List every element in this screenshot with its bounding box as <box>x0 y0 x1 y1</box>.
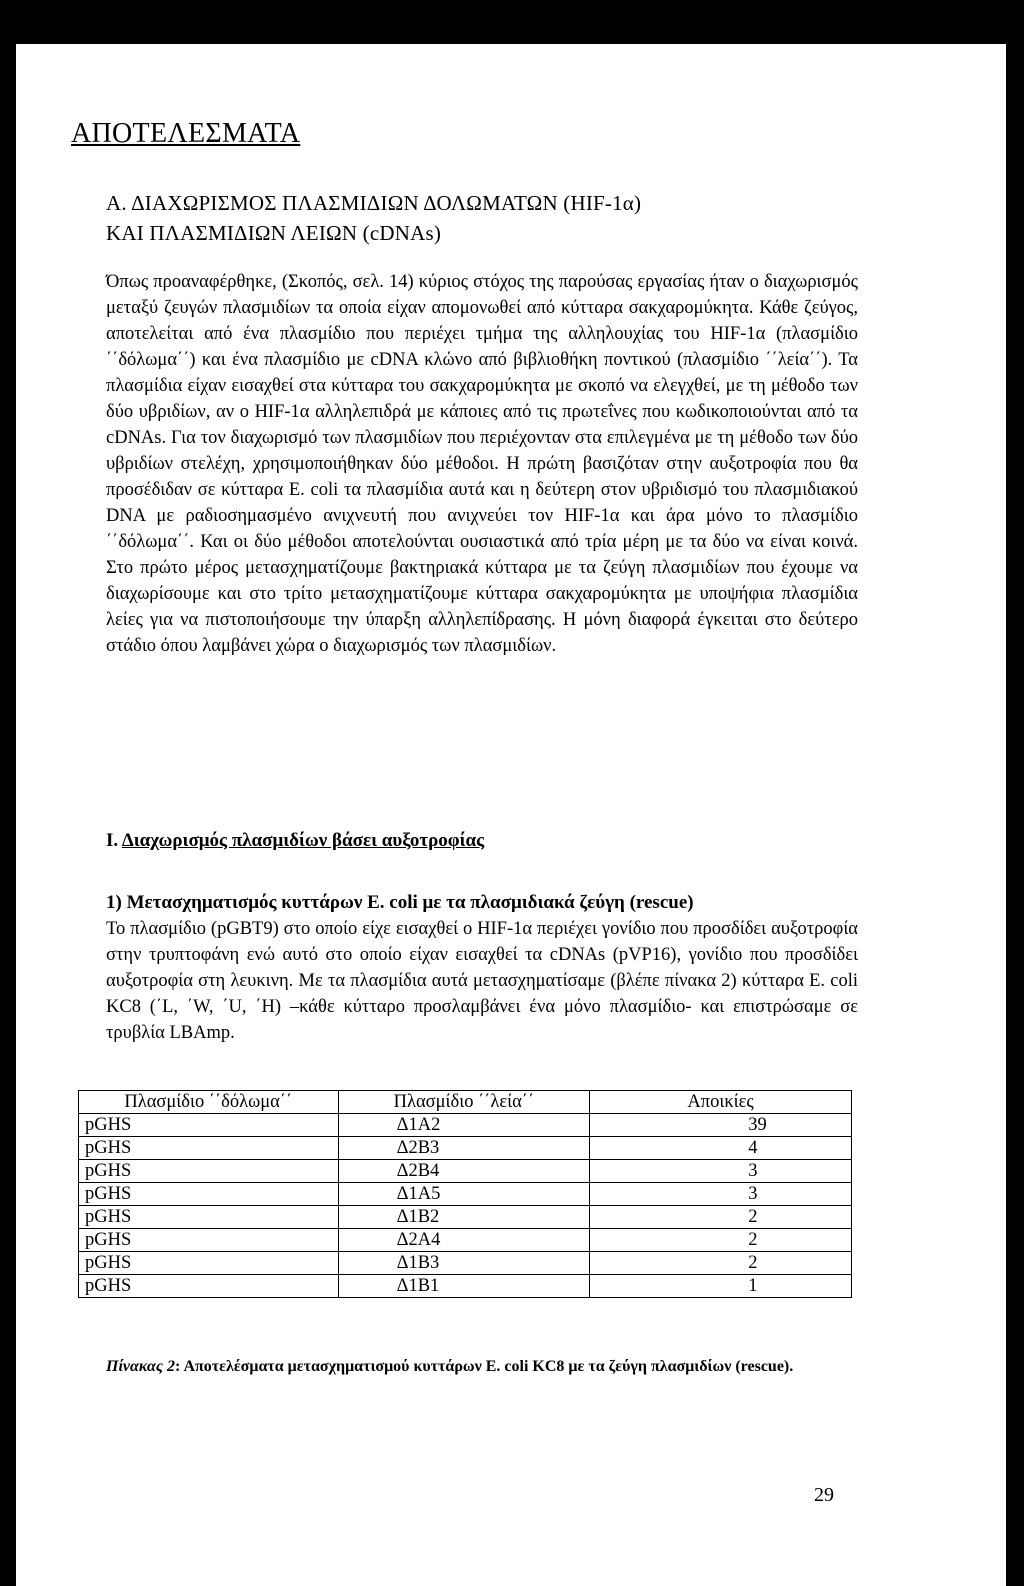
table-row <box>79 1206 852 1229</box>
colonies-cell: 3 <box>590 1183 852 1206</box>
document-page <box>16 44 1006 1586</box>
colonies-cell: 2 <box>590 1206 852 1229</box>
bait-cell: pGHS <box>79 1114 339 1137</box>
bait-cell: pGHS <box>79 1229 339 1252</box>
results-table <box>78 1090 852 1298</box>
prey-cell: Δ1Β1 <box>338 1275 590 1298</box>
colonies-cell: 1 <box>590 1275 852 1298</box>
prey-cell: Δ1Α5 <box>338 1183 590 1206</box>
prey-cell: Δ2Β3 <box>338 1137 590 1160</box>
table-row <box>79 1137 852 1160</box>
table-row <box>79 1183 852 1206</box>
section-title <box>106 188 866 248</box>
table-row <box>79 1229 852 1252</box>
table-row <box>79 1275 852 1298</box>
colonies-cell: 2 <box>590 1252 852 1275</box>
column-header-prey: Πλασμίδιο ΄΄λεία΄΄ <box>338 1091 590 1114</box>
table-row <box>79 1160 852 1183</box>
subheading-auxotrophy-text: Διαχωρισμός πλασμιδίων βάσει αυξοτροφίας <box>121 830 485 851</box>
section-title-line-2: ΚΑΙ ΠΛΑΣΜΙΔΙΩΝ ΛΕΙΩΝ (cDNAs) <box>106 221 442 245</box>
prey-cell: Δ2Α4 <box>338 1229 590 1252</box>
bait-cell: pGHS <box>79 1206 339 1229</box>
rescue-paragraph <box>106 890 858 1046</box>
table-caption <box>106 1356 866 1378</box>
table-caption-text: : Αποτελέσματα μετασχηματισμού κυττάρων E. coli KC8 με τα ζεύγη πλασμιδίων (rescue). <box>175 1358 794 1375</box>
prey-cell: Δ1Β2 <box>338 1206 590 1229</box>
colonies-cell: 4 <box>590 1137 852 1160</box>
subheading-auxotrophy <box>106 830 484 852</box>
table-header-row <box>79 1091 852 1114</box>
page-number: 29 <box>814 1484 834 1506</box>
bait-cell: pGHS <box>79 1183 339 1206</box>
bait-cell: pGHS <box>79 1137 339 1160</box>
prey-cell: Δ2Β4 <box>338 1160 590 1183</box>
prey-cell: Δ1Β3 <box>338 1252 590 1275</box>
subheading-auxotrophy-number: Ι. <box>106 830 122 851</box>
subheading-rescue: 1) Μετασχηματισμός κυττάρων E. coli με τα πλασμιδιακά ζεύγη (rescue) <box>106 892 694 913</box>
bait-cell: pGHS <box>79 1160 339 1183</box>
column-header-colonies: Αποικίες <box>590 1091 852 1114</box>
table-caption-label: Πίνακας 2 <box>106 1358 175 1375</box>
table-row <box>79 1114 852 1137</box>
colonies-cell: 2 <box>590 1229 852 1252</box>
table-row <box>79 1252 852 1275</box>
colonies-cell: 39 <box>590 1114 852 1137</box>
intro-paragraph: Όπως προαναφέρθηκε, (Σκοπός, σελ. 14) κύριος στόχος της παρούσας εργασίας ήταν ο διαχωρισμός μεταξύ ζευγών πλασμιδίων τα οποία είχαν απομονωθεί από κύτταρα σακχαρομύκητα. Κάθε ζεύγος, αποτελείται από ένα πλασμίδιο που περιέχει τμήμα της αλληλουχίας του HIF-1α (πλασμίδιο ΄΄δόλωμα΄΄) και ένα πλασμίδιο με cDNA κλώνο από βιβλιοθήκη ποντικού (πλασμίδιο ΄΄λεία΄΄). Τα πλασμίδια είχαν εισαχθεί στα κύτταρα του σακχαρομύκητα με σκοπό να ελεγχθεί, με τη μέθοδο των δύο υβριδίων, αν ο HIF-1α αλληλεπιδρά με κάποιες από τις πρωτεΐνες που κωδικοποιούνται από τα cDNAs. Για τον διαχωρισμό των πλασμιδίων που περιέχονταν στα επιλεγμένα με τη μέθοδο των δύο υβριδίων στελέχη, χρησιμοποιήθηκαν δύο μέθοδοι. Η πρώτη βασιζόταν στην αυξοτροφία που θα προσέδιδαν σε κύτταρα E. coli τα πλασμίδια αυτά και η δεύτερη στον υβριδισμό του πλασμιδιακού DNA με ραδιοσημασμένο ανιχνευτή που ανιχνεύει τον HIF-1α και άρα μόνο το πλασμίδιο ΄΄δόλωμα΄΄. Και οι δύο μέθοδοι αποτελούνται ουσιαστικά από τρία μέρη με τα δύο να είναι κοινά. Στο πρώτο μέρος μετασχηματίζουμε βακτηριακά κύτταρα με τα ζεύγη πλασμιδίων που έχουμε να διαχωρίσουμε και στο τρίτο μετασχηματίζουμε κύτταρα σακχαρομύκητα με υποψήφια πλασμίδια λείες για να πιστοποιήσουμε την ύπαρξη αλληλεπίδρασης. Η μόνη διαφορά έγκειται στο δεύτερο στάδιο όπου λαμβάνει χώρα ο διαχωρισμός των πλασμιδίων. <box>106 272 858 656</box>
prey-cell: Δ1Α2 <box>338 1114 590 1137</box>
column-header-bait: Πλασμίδιο ΄΄δόλωμα΄΄ <box>79 1091 339 1114</box>
bait-cell: pGHS <box>79 1275 339 1298</box>
page-title: ΑΠΟΤΕΛΕΣΜΑΤΑ <box>71 118 301 149</box>
bait-cell: pGHS <box>79 1252 339 1275</box>
colonies-cell: 3 <box>590 1160 852 1183</box>
rescue-paragraph-text: Το πλασμίδιο (pGBT9) στο οποίο είχε εισαχθεί ο HIF-1α περιέχει γονίδιο που προσδίδει αυξοτροφία στην τρυπτοφάνη ενώ αυτό στο οποίο είχαν εισαχθεί τα cDNAs (pVP16), γονίδιο που προσδίδει αυξοτροφία στη λευκινη. Με τα πλασμίδια αυτά μετασχηματίσαμε (βλέπε πίνακα 2) κύτταρα E. coli KC8 (΄L, ΄W, ΄U, ΄H) –κάθε κύτταρο προσλαμβάνει ένα μόνο πλασμίδιο- και επιστρώσαμε σε τρυβλία LBAmp. <box>106 919 858 1043</box>
section-title-line-1: Α. ΔΙΑΧΩΡΙΣΜΟΣ ΠΛΑΣΜΙΔΙΩΝ ΔΟΛΩΜΑΤΩΝ (HIF-1α) <box>106 191 642 215</box>
